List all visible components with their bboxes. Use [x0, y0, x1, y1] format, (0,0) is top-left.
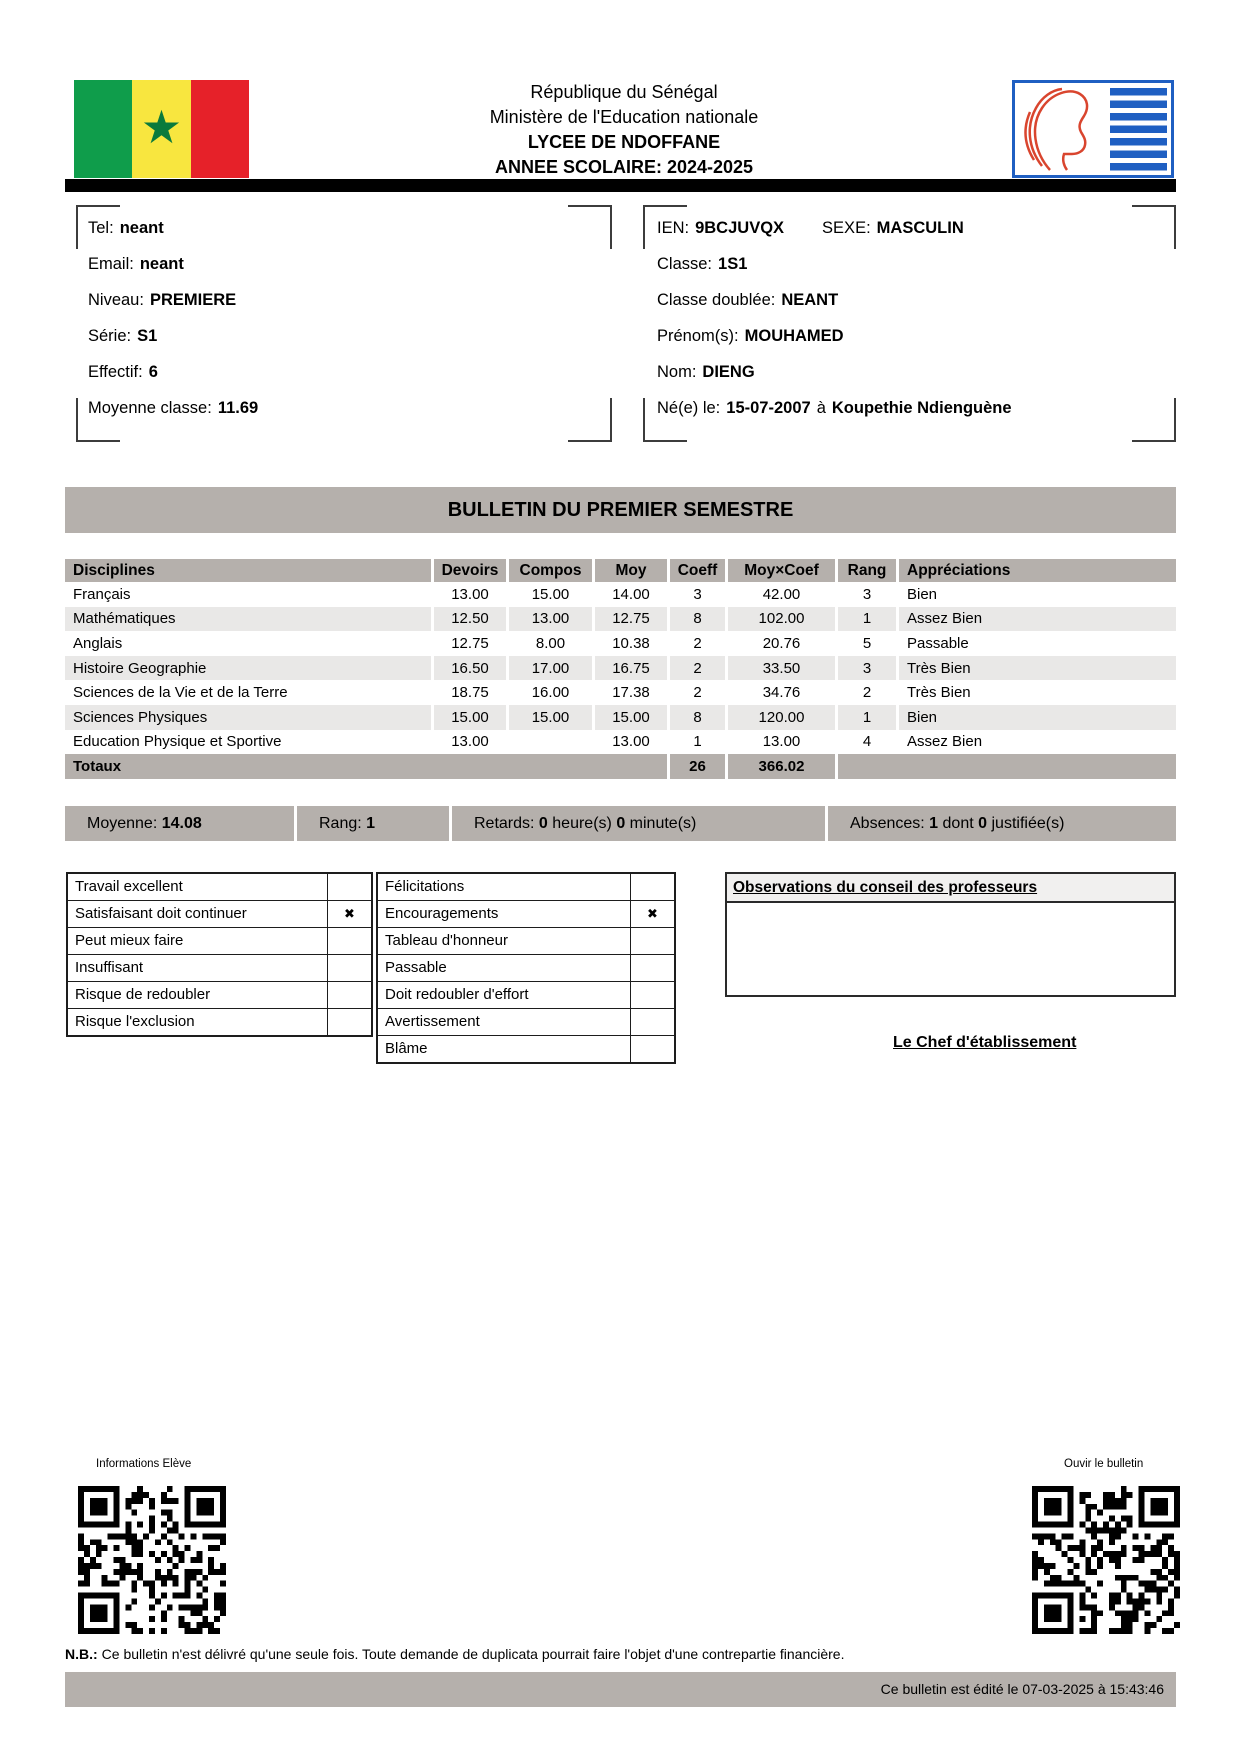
grade-row: [65, 705, 1176, 730]
nb-label: N.B.:: [65, 1646, 98, 1662]
nb-note: [65, 1646, 1176, 1662]
compos-cell: 13.00: [509, 607, 592, 632]
distinction-label: Félicitations: [385, 878, 465, 895]
info-line-prenom: [657, 318, 1012, 354]
mention-checkbox: [327, 982, 371, 1008]
info-label: Prénom(s):: [657, 327, 739, 345]
absences-mid: dont: [942, 815, 974, 832]
mention-row: [68, 900, 371, 927]
info-label: Né(e) le:: [657, 399, 721, 417]
info-value: 6: [148, 363, 158, 381]
col-compos: Compos: [509, 559, 592, 582]
student-info-right: [657, 210, 1012, 426]
info-value: S1: [137, 327, 158, 345]
discipline-cell: Histoire Geographie: [65, 656, 431, 681]
grade-row: [65, 656, 1176, 681]
distinction-label: Blâme: [385, 1040, 428, 1057]
moyenne-label: Moyenne:: [87, 815, 158, 832]
school-name: LYCEE DE NDOFFANE: [527, 132, 721, 152]
distinction-checkbox: [630, 874, 674, 900]
info-value: 11.69: [217, 399, 259, 417]
corner-bracket: [568, 398, 612, 442]
appreciation-cell: Très Bien: [907, 684, 971, 702]
grades-header-row: [65, 559, 1176, 582]
moy-cell: 15.00: [595, 705, 667, 730]
col-moycoef: Moy×Coef: [728, 559, 835, 582]
mention-row: [68, 954, 371, 981]
coeff-cell: 3: [693, 585, 702, 603]
nb-text: Ce bulletin n'est délivré qu'une seule fois. Toute demande de duplicata pourrait faire l'objet d'une contrepartie financière.: [101, 1646, 845, 1662]
mention-row: [68, 981, 371, 1008]
distinction-row: [378, 1035, 674, 1062]
absences-end: justifiée(s): [991, 815, 1065, 832]
flag-star-icon: ★: [140, 101, 183, 154]
info-value: MASCULIN: [876, 219, 964, 237]
grade-row: [65, 631, 1176, 656]
distinction-row: [378, 1008, 674, 1035]
retards-hours-unit: heure(s): [552, 815, 612, 832]
grade-row: [65, 582, 1176, 607]
discipline-cell: Mathématiques: [65, 607, 431, 632]
headmaster-signature-label: Le Chef d'établissement: [893, 1034, 1077, 1051]
moycoef-cell: 20.76: [762, 634, 801, 652]
header-titles: [234, 80, 1014, 180]
flag-green-band: [74, 80, 132, 178]
observations-content: [725, 903, 1176, 997]
appreciation-cell: Bien: [907, 585, 938, 603]
compos-cell: 17.00: [509, 656, 592, 681]
info-value: 9BCJUVQX: [695, 219, 785, 237]
ministry-name: Ministère de l'Education nationale: [489, 107, 759, 127]
info-value: Koupethie Ndienguène: [831, 399, 1012, 417]
distinction-label: Passable: [385, 959, 447, 976]
ministry-logo: [1012, 80, 1174, 178]
mention-label: Travail excellent: [75, 878, 183, 895]
compos-cell: 15.00: [531, 585, 570, 603]
mention-label: Risque de redoubler: [75, 986, 211, 1003]
grades-table: [62, 559, 1179, 779]
info-line-nom: [657, 354, 1012, 390]
info-value: NEANT: [781, 291, 839, 309]
devoirs-cell: 18.75: [451, 684, 489, 702]
info-value: 1S1: [718, 255, 748, 273]
appreciation-cell: Assez Bien: [899, 607, 1176, 632]
discipline-cell: Anglais: [73, 634, 123, 652]
devoirs-cell: 12.75: [451, 634, 489, 652]
absences-label: Absences:: [850, 815, 925, 832]
info-value: neant: [139, 255, 184, 273]
student-info-left: [88, 210, 258, 426]
moy-cell: 13.00: [612, 733, 650, 751]
info-line-effectif: [88, 354, 258, 390]
moycoef-cell: 13.00: [762, 733, 801, 751]
rang-value: 1: [366, 815, 376, 832]
moycoef-cell: 33.50: [728, 656, 835, 681]
coeff-cell: 8: [670, 705, 725, 730]
devoirs-cell: 15.00: [434, 705, 506, 730]
info-label: Nom:: [657, 363, 697, 381]
moycoef-cell: 120.00: [728, 705, 835, 730]
discipline-cell: Français: [73, 585, 131, 603]
ministry-logo-graphic: [1012, 80, 1174, 178]
mention-label: Peut mieux faire: [75, 932, 184, 949]
info-label: SEXE:: [822, 219, 871, 237]
info-label: Niveau:: [88, 291, 144, 309]
retards-minutes: 0: [616, 815, 626, 832]
info-line-classe-doublee: [657, 282, 1012, 318]
mention-label: Risque l'exclusion: [75, 1013, 195, 1030]
info-value: 15-07-2007: [726, 399, 811, 417]
moy-cell: 12.75: [595, 607, 667, 632]
discipline-cell: Sciences de la Vie et de la Terre: [73, 684, 288, 702]
info-value: neant: [119, 219, 164, 237]
distinction-label: Doit redoubler d'effort: [385, 986, 529, 1003]
moyenne-value: 14.08: [161, 815, 202, 832]
devoirs-cell: 13.00: [451, 585, 489, 603]
appreciation-cell: Passable: [907, 634, 969, 652]
distinction-checkbox: ✖: [630, 901, 674, 927]
mention-row: [68, 1008, 371, 1035]
summary-retards: [452, 806, 825, 841]
compos-cell: 16.00: [531, 684, 570, 702]
moy-cell: 14.00: [612, 585, 650, 603]
qr-code-student-info: [78, 1486, 226, 1634]
appreciation-cell: Bien: [899, 705, 1176, 730]
coeff-cell: 1: [693, 733, 702, 751]
mention-checkbox: [327, 874, 371, 900]
summary-rang: [297, 806, 449, 841]
col-coeff: Coeff: [670, 559, 725, 582]
col-disciplines: Disciplines: [65, 559, 431, 582]
edition-date-bar: Ce bulletin est édité le 07-03-2025 à 15:43:46: [65, 1672, 1176, 1707]
school-year: ANNEE SCOLAIRE: 2024-2025: [494, 157, 754, 177]
corner-bracket: [1132, 398, 1176, 442]
info-line-classe: [657, 246, 1012, 282]
distinction-row: [378, 900, 674, 927]
retards-hours: 0: [538, 815, 548, 832]
retards-label: Retards:: [474, 815, 535, 832]
col-devoirs: Devoirs: [434, 559, 506, 582]
appreciation-cell: Très Bien: [899, 656, 1176, 681]
info-value: MOUHAMED: [744, 327, 844, 345]
col-rang: Rang: [838, 559, 896, 582]
rang-label: Rang:: [319, 815, 362, 832]
info-label: Email:: [88, 255, 134, 273]
moycoef-cell: 102.00: [728, 607, 835, 632]
compos-cell: [509, 730, 592, 755]
moycoef-cell: 34.76: [762, 684, 801, 702]
info-label: Effectif:: [88, 363, 143, 381]
discipline-cell: Sciences Physiques: [65, 705, 431, 730]
info-line-tel: [88, 210, 258, 246]
info-value: PREMIERE: [149, 291, 237, 309]
totals-row: [65, 754, 1176, 779]
qr-left-label: Informations Elève: [96, 1458, 192, 1470]
distinctions-table: [376, 872, 676, 1064]
moycoef-cell: 42.00: [762, 585, 801, 603]
mention-row: [68, 874, 371, 900]
retards-minutes-unit: minute(s): [629, 815, 697, 832]
distinction-checkbox: [630, 982, 674, 1008]
discipline-cell: Education Physique et Sportive: [73, 733, 282, 751]
compos-cell: 15.00: [509, 705, 592, 730]
mentions-table: [66, 872, 373, 1037]
devoirs-cell: 12.50: [434, 607, 506, 632]
grade-row: [65, 607, 1176, 632]
appreciation-cell: Assez Bien: [907, 733, 983, 751]
rang-cell: 3: [862, 585, 872, 603]
grade-row: [65, 680, 1176, 705]
corner-bracket: [568, 205, 612, 249]
totals-empty: [838, 754, 1176, 779]
observations-title: Observations du conseil des professeurs: [725, 872, 1176, 903]
bulletin-title: BULLETIN DU PREMIER SEMESTRE: [65, 487, 1176, 533]
coeff-cell: 8: [670, 607, 725, 632]
totals-coeff: 26: [670, 754, 725, 779]
summary-bar: [65, 806, 1176, 841]
coeff-cell: 2: [670, 656, 725, 681]
rang-cell: 2: [862, 684, 872, 702]
country-name: République du Sénégal: [530, 82, 718, 102]
distinction-checkbox: [630, 928, 674, 954]
observations-panel: [725, 872, 1176, 997]
rang-cell: 5: [862, 634, 872, 652]
info-label: Classe doublée:: [657, 291, 776, 309]
absences-justified: 0: [978, 815, 988, 832]
mention-checkbox: [327, 955, 371, 981]
header-divider: [65, 179, 1176, 192]
info-line-email: [88, 246, 258, 282]
distinction-label: Encouragements: [385, 905, 499, 922]
moy-cell: 17.38: [612, 684, 650, 702]
summary-absences: [828, 806, 1176, 841]
distinction-label: Avertissement: [385, 1013, 480, 1030]
qr-code-open-bulletin: [1032, 1486, 1180, 1634]
corner-bracket: [1132, 205, 1176, 249]
info-line-niveau: [88, 282, 258, 318]
mention-checkbox: ✖: [327, 901, 371, 927]
col-moy: Moy: [595, 559, 667, 582]
coeff-cell: 2: [693, 684, 702, 702]
senegal-flag: [74, 80, 249, 178]
coeff-cell: 2: [693, 634, 702, 652]
info-label: Tel:: [88, 219, 114, 237]
mention-row: [68, 927, 371, 954]
compos-cell: 8.00: [535, 634, 566, 652]
info-line-naissance: [657, 390, 1012, 426]
moy-cell: 10.38: [612, 634, 650, 652]
mention-label: Satisfaisant doit continuer: [75, 905, 247, 922]
distinction-row: [378, 981, 674, 1008]
qr-right-label: Ouvir le bulletin: [1064, 1458, 1144, 1470]
info-value: DIENG: [702, 363, 755, 381]
rang-cell: 4: [862, 733, 872, 751]
absences-count: 1: [929, 815, 939, 832]
info-label: Classe:: [657, 255, 713, 273]
info-label: Série:: [88, 327, 132, 345]
rang-cell: 1: [838, 705, 896, 730]
moy-cell: 16.75: [595, 656, 667, 681]
mention-checkbox: [327, 928, 371, 954]
info-line-serie: [88, 318, 258, 354]
info-line-moyenne-classe: [88, 390, 258, 426]
info-label: IEN:: [657, 219, 690, 237]
info-line-ien-sexe: [657, 210, 1012, 246]
devoirs-cell: 16.50: [434, 656, 506, 681]
distinction-label: Tableau d'honneur: [385, 932, 508, 949]
mention-checkbox: [327, 1009, 371, 1035]
grade-row: [65, 730, 1176, 755]
distinction-checkbox: [630, 1036, 674, 1062]
mention-label: Insuffisant: [75, 959, 144, 976]
distinction-row: [378, 927, 674, 954]
devoirs-cell: 13.00: [451, 733, 489, 751]
col-appreciations: Appréciations: [899, 559, 1176, 582]
distinction-checkbox: [630, 1009, 674, 1035]
rang-cell: 3: [838, 656, 896, 681]
info-label: Moyenne classe:: [88, 399, 212, 417]
distinction-checkbox: [630, 955, 674, 981]
distinction-row: [378, 874, 674, 900]
summary-moyenne: [65, 806, 294, 841]
totals-moycoef: 366.02: [728, 754, 835, 779]
distinction-row: [378, 954, 674, 981]
info-label: à: [816, 399, 826, 417]
totals-label: Totaux: [65, 754, 667, 779]
rang-cell: 1: [838, 607, 896, 632]
